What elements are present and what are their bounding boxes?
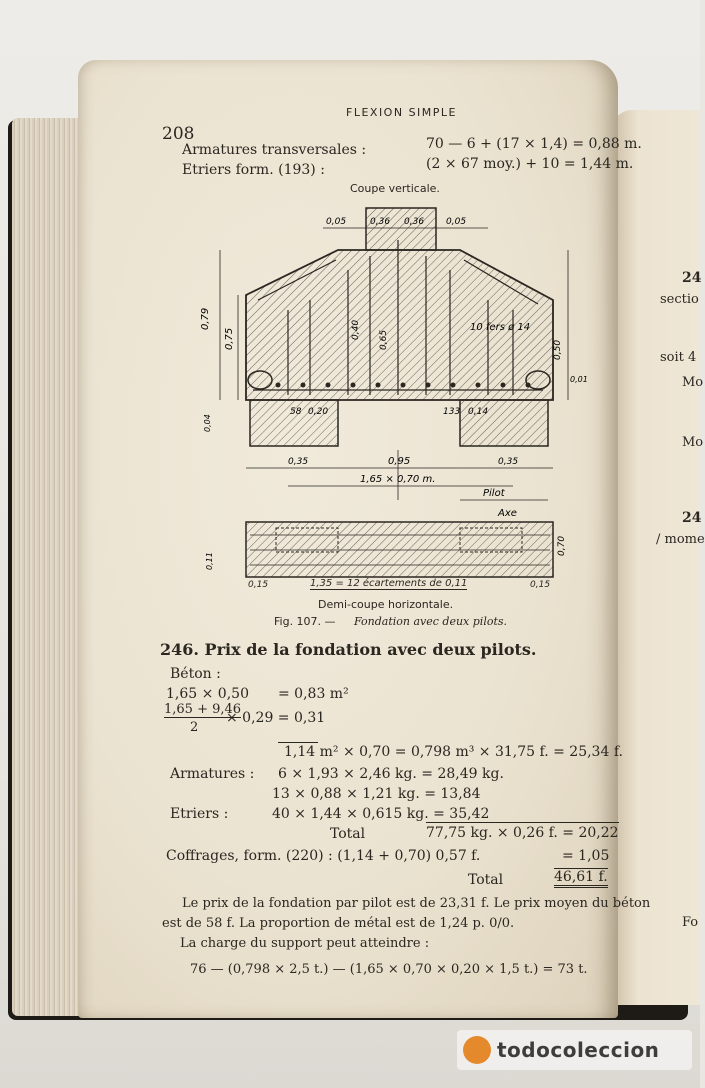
dim-065: 0,65 (379, 329, 389, 350)
dim-015b: 0,15 (530, 580, 551, 590)
beton-line1: 1,65 × 0,50 (166, 686, 249, 702)
fraction-numerator: 1,65 + 9,46 (164, 702, 242, 717)
paragraph-line: La charge du support peut atteindre : (180, 936, 430, 951)
pilot-label: Pilot (483, 488, 505, 499)
watermark-text: todocoleccion (497, 1038, 660, 1062)
dim-070: 0,70 (557, 535, 567, 556)
facing-fragment: soit 4 (660, 350, 697, 365)
facing-fragment: Mo (682, 435, 704, 450)
paragraph-line: Le prix de la fondation par pilot est de 23,31 f. Le prix moyen du béton (182, 896, 651, 911)
fraction-denominator: 2 (190, 720, 199, 735)
dim-035b: 0,35 (498, 457, 519, 467)
dim-014: 0,14 (468, 407, 489, 417)
dim-036: 0,36 (370, 217, 391, 227)
page-number: 208 (162, 124, 195, 144)
section-heading: 246. Prix de la fondation avec deux pilots. (160, 640, 537, 659)
coffrages-line: Coffrages, form. (220) : (1,14 + 0,70) 0,57 f. (166, 848, 481, 864)
load-formula: 76 — (0,798 × 2,5 t.) — (1,65 × 0,70 × 0,20 × 1,5 t.) = 73 t. (190, 962, 588, 977)
figure-caption: Fondation avec deux pilots. (354, 615, 508, 628)
facing-fragment: Fo (682, 915, 699, 930)
figure-caption-number: Fig. 107. — (274, 615, 336, 628)
dim-015a: 0,15 (248, 580, 269, 590)
running-head: FLEXION SIMPLE (346, 106, 457, 119)
armatures-line1: 6 × 1,93 × 2,46 kg. = 28,49 kg. (278, 766, 504, 782)
dim-079: 0,79 (200, 307, 211, 330)
dim-133: 133 (443, 407, 461, 417)
dim-005: 0,05 (326, 217, 347, 227)
facing-fragment: 24 (682, 270, 702, 286)
grand-total-value: 46,61 f. (554, 868, 608, 888)
dim-095: 0,95 (388, 456, 411, 467)
foundation-drawing (198, 200, 588, 580)
etriers-calc: (2 × 67 moy.) + 10 = 1,44 m. (426, 156, 634, 172)
dim-075: 0,75 (224, 327, 235, 350)
plan-view (246, 522, 553, 577)
facing-fragment: / mome (656, 532, 705, 547)
paragraph-line: est de 58 f. La proportion de métal est de 1,24 p. 0/0. (162, 916, 515, 931)
facing-fragment: sectio (660, 292, 699, 307)
dim-004: 0,04 (203, 414, 212, 432)
dim-011: 0,11 (205, 552, 214, 570)
dim-020: 0,20 (308, 407, 329, 417)
total-line: 77,75 kg. × 0,26 f. = 20,22 (426, 822, 619, 841)
etriers-line: 40 × 1,44 × 0,615 kg. = 35,42 (272, 806, 490, 822)
armatures-calc: 70 — 6 + (17 × 1,4) = 0,88 m. (426, 136, 642, 152)
armatures-line2: 13 × 0,88 × 1,21 kg. = 13,84 (272, 786, 481, 802)
beton-total: 1,14 m² × 0,70 = 0,798 m³ × 31,75 f. = 25,34 f. (284, 744, 623, 760)
spacing-dimension: 1,35 = 12 écartements de 0,11 (310, 578, 468, 589)
total-label: Total (330, 826, 366, 842)
armatures-transversales-label: Armatures transversales : (182, 142, 367, 158)
facing-fragment: Mo (682, 375, 704, 390)
axe-label: Axe (498, 508, 517, 519)
grand-total-label: Total (468, 872, 504, 888)
figure-title-top: Coupe verticale. (350, 182, 440, 195)
watermark-logo (457, 1030, 692, 1070)
etriers-label: Etriers form. (193) : (182, 162, 325, 178)
dim-036b: 0,36 (404, 217, 425, 227)
dim-005b: 0,05 (446, 217, 467, 227)
page-edges (12, 118, 88, 1016)
book-page (78, 60, 651, 1018)
dim-035: 0,35 (288, 457, 309, 467)
figure-title-bottom: Demi-coupe horizontale. (318, 598, 454, 611)
armatures-label: Armatures : (170, 766, 255, 782)
beton-label: Béton : (170, 666, 221, 682)
dim-001: 0,01 (570, 375, 588, 384)
dim-058: 58 (290, 407, 302, 417)
column-section (366, 208, 436, 250)
beton-line1-result: = 0,83 m² (278, 686, 349, 702)
beton-line2-result: × 0,29 = 0,31 (226, 710, 326, 726)
dim-040: 0,40 (351, 319, 361, 340)
bar-note: 10 fers ø 14 (470, 322, 531, 333)
etriers-row-label: Etriers : (170, 806, 229, 822)
coffrages-value: = 1,05 (562, 848, 610, 864)
facing-page (612, 110, 705, 1005)
logo-icon (463, 1036, 491, 1064)
dim-050: 0,50 (553, 339, 563, 360)
facing-fragment: 24 (682, 510, 702, 526)
dim-165: 1,65 × 0,70 m. (360, 474, 436, 485)
